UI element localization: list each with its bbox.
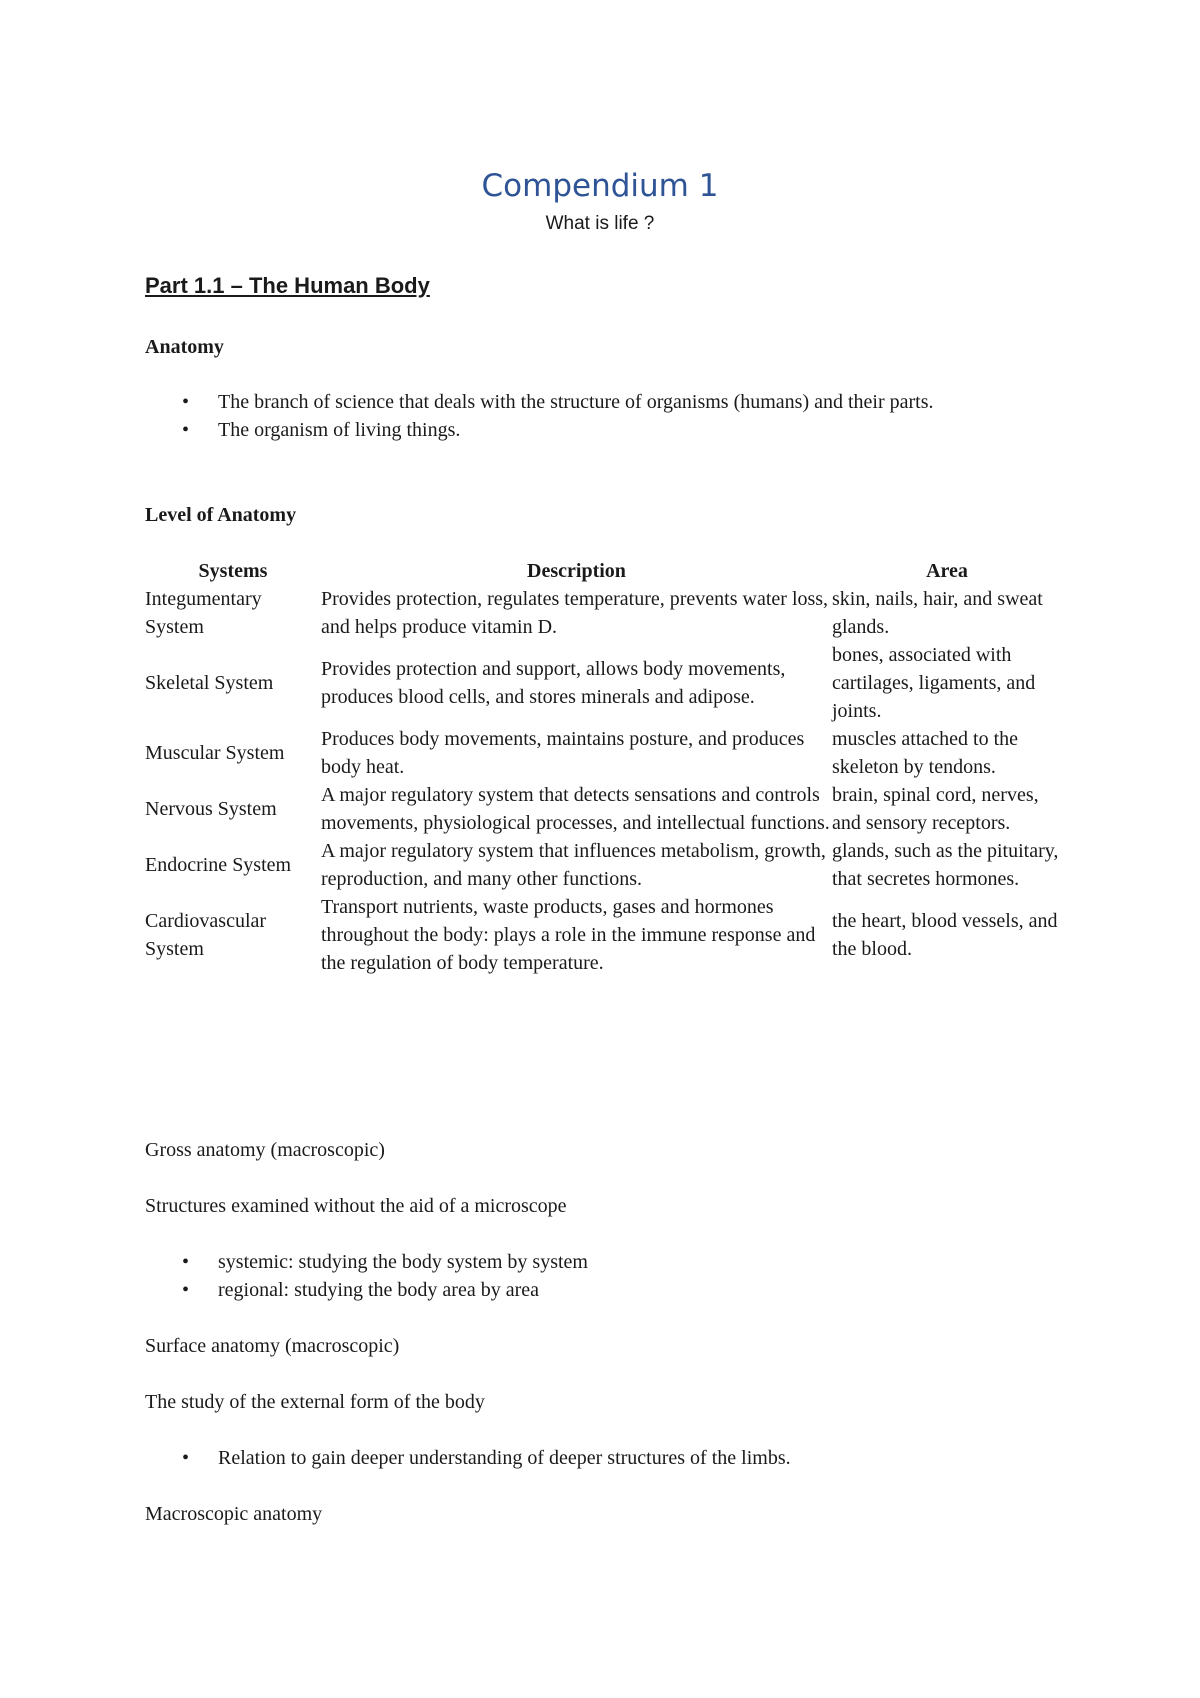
system-cell: Cardiovascular System: [145, 910, 267, 960]
system-cell: Integumentary System: [145, 588, 262, 638]
system-cell: Nervous System: [145, 798, 277, 820]
description-cell: A major regulatory system that detects sensations and controls movements, physiological processes, and intellectual functions.: [321, 784, 830, 834]
list-item: [145, 388, 1018, 416]
part-heading: Part 1.1 – The Human Body: [145, 273, 430, 298]
gross-bullet-list: [145, 1248, 1045, 1304]
table-row: [145, 837, 1062, 893]
area-cell: bones, associated with cartilages, ligaments, and joints.: [832, 644, 1036, 722]
anatomy-bullet-list: [145, 388, 1045, 444]
level-heading: Level of Anatomy: [145, 504, 297, 526]
gross-anatomy-text: Structures examined without the aid of a microscope: [145, 1195, 567, 1217]
list-item-text: The branch of science that deals with the structure of organisms (humans) and their parts.: [218, 391, 934, 413]
surface-anatomy-text: The study of the external form of the body: [145, 1391, 485, 1413]
macroscopic-anatomy-heading: Macroscopic anatomy: [145, 1503, 323, 1525]
description-cell: A major regulatory system that influences metabolism, growth, reproduction, and many other functions.: [321, 840, 826, 890]
list-item-text: regional: studying the body area by area: [218, 1279, 539, 1301]
bullet-icon: •: [182, 419, 190, 441]
area-cell: muscles attached to the skeleton by tendons.: [832, 728, 1019, 778]
area-cell: skin, nails, hair, and sweat glands.: [832, 588, 1043, 638]
header-systems: Systems: [198, 560, 268, 582]
description-cell: Provides protection, regulates temperature, prevents water loss, and helps produce vitamin D.: [321, 588, 829, 638]
document-subtitle: What is life ?: [545, 213, 655, 234]
surface-bullet-list: [145, 1444, 1045, 1472]
list-item: [145, 1276, 1045, 1304]
bullet-icon: •: [182, 1279, 190, 1301]
area-cell: glands, such as the pituitary, that secretes hormones.: [832, 840, 1059, 890]
table-row: [145, 781, 1062, 837]
area-cell: brain, spinal cord, nerves, and sensory receptors.: [832, 784, 1039, 834]
header-description: Description: [527, 560, 626, 582]
list-item-text: The organism of living things.: [218, 419, 461, 441]
anatomy-levels-table: [145, 557, 1062, 977]
description-cell: Provides protection and support, allows body movements, produces blood cells, and stores minerals and adipose.: [321, 658, 786, 708]
list-item: [145, 1444, 1045, 1472]
system-cell: Skeletal System: [145, 672, 274, 694]
table-row: [145, 893, 1062, 977]
description-cell: Produces body movements, maintains posture, and produces body heat.: [321, 728, 805, 778]
bullet-icon: •: [182, 1251, 190, 1273]
table-row: [145, 641, 1062, 725]
list-item: [145, 1248, 1045, 1276]
anatomy-heading: Anatomy: [145, 336, 224, 358]
document-title: Compendium 1: [481, 168, 719, 204]
system-cell: Endocrine System: [145, 854, 292, 876]
bullet-icon: •: [182, 391, 190, 413]
table-row: [145, 725, 1062, 781]
system-cell: Muscular System: [145, 742, 285, 764]
list-item-text: systemic: studying the body system by system: [218, 1251, 588, 1273]
table-row: [145, 585, 1062, 641]
description-cell: Transport nutrients, waste products, gases and hormones throughout the body: plays a role in the immune response and the regulation of body temperature.: [321, 896, 816, 974]
list-item: [145, 416, 1045, 444]
gross-anatomy-heading: Gross anatomy (macroscopic): [145, 1139, 385, 1161]
bullet-icon: •: [182, 1447, 190, 1469]
area-cell: the heart, blood vessels, and the blood.: [832, 910, 1058, 960]
list-item-text: Relation to gain deeper understanding of deeper structures of the limbs.: [218, 1447, 791, 1469]
table-header-row: [145, 557, 1062, 585]
surface-anatomy-heading: Surface anatomy (macroscopic): [145, 1335, 400, 1357]
header-area: Area: [926, 560, 968, 582]
